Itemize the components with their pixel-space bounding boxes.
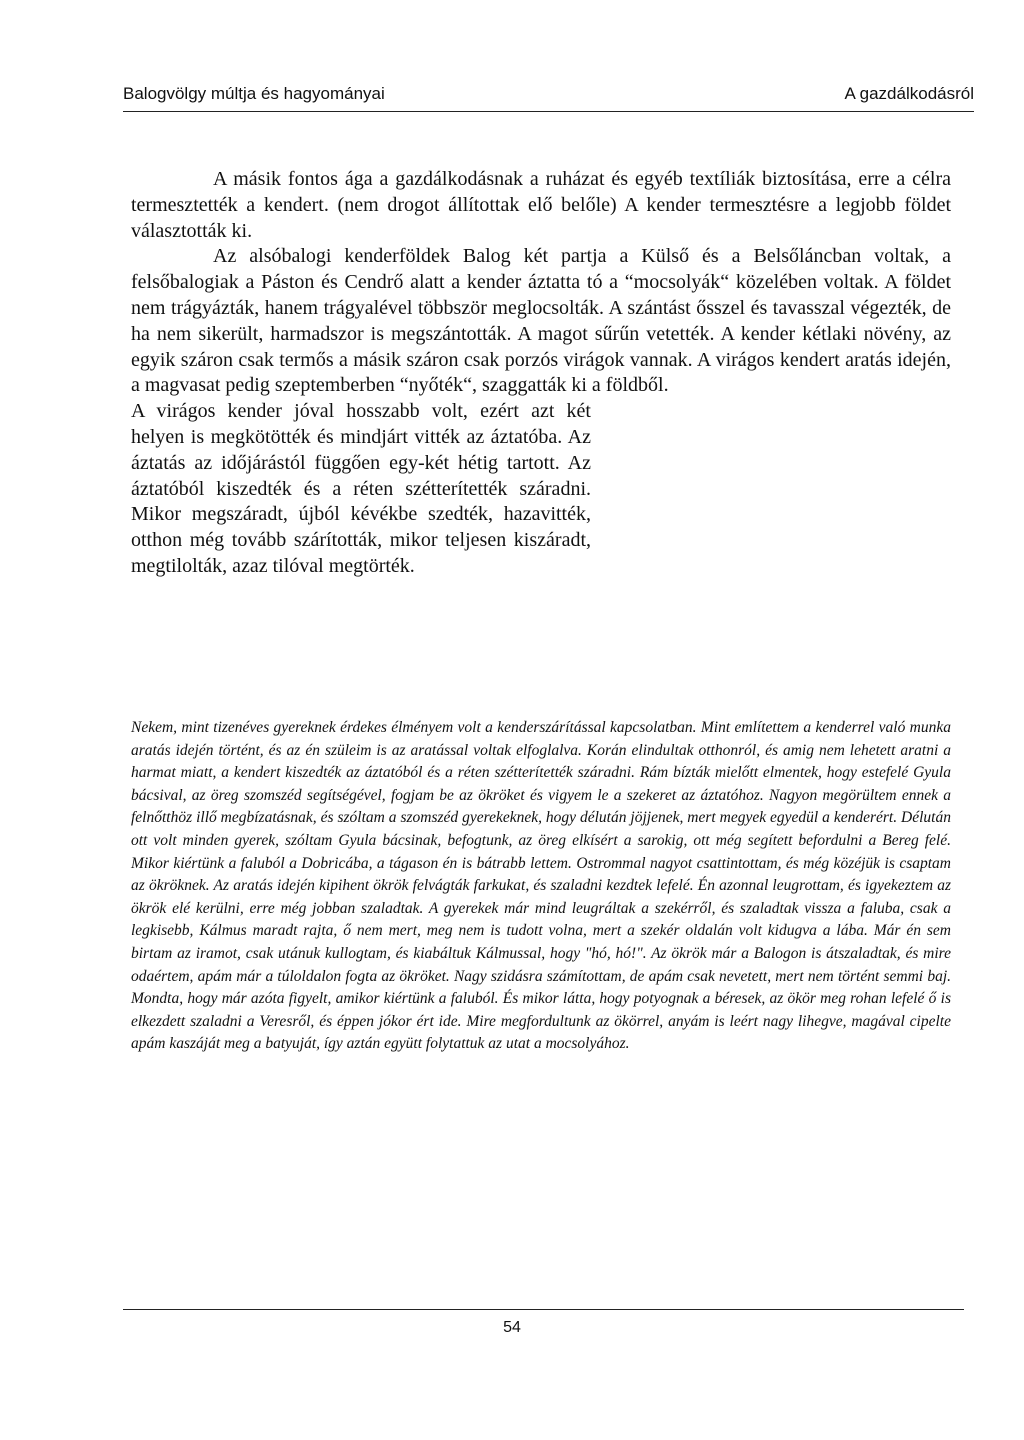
header-divider (123, 111, 974, 112)
running-header (123, 84, 974, 104)
memoir-text (131, 717, 951, 1056)
footer-divider (123, 1309, 964, 1310)
main-text (131, 167, 951, 580)
paragraph-hemp-fields: Az alsóbalogi kenderföldek Balog két partja a Külső és a Belsőláncban voltak, a felsőbalogiak a Páston és Cendrő alatt a kender áztatta tó a “mocsolyák“ közelében voltak. A földet nem trágyázták, hanem trágyalével többször meglocsolták. A szántást ősszel és tavasszal végezték, de ha nem sikerült, harmadszor is megszántották. A magot sűrűn vetették. A kender kétlaki növény, az egyik száron csak termős a másik száron csak porzós virágok vannak. A virágos kendert aratás idején, a magvasat pedig szeptemberben “nyőték“, szaggatták ki a földből. (131, 245, 951, 397)
paragraph-retting: A virágos kender jóval hosszabb volt, ezért azt két helyen is megkötötték és mindjárt vitték az áztatóba. Az áztatás az időjárástól függően egy-két hétig tartott. Az áztatóból kiszedték és a réten szétterítették száradni. Mikor megszáradt, újból kévékbe szedték, hazavitték, otthon még tovább szárították, mikor teljesen kiszáradt, megtilolták, azaz tilóval megtörték. (131, 400, 591, 577)
memoir-paragraph: Nekem, mint tizenéves gyereknek érdekes élményem volt a kenderszárítással kapcsolatban. Mint említettem a kenderrel való munka aratás idején történt, és az én szüleim is az aratással voltak elfoglalva. Korán elindultak otthonról, és amig nem lehetett aratni a harmat miatt, a kendert kiszedték az áztatóból és a réten szétterítették száradni. Rám bízták mielőtt elmentek, hogy estefelé Gyula bácsival, az öreg szomszéd segítségével, fogjam be az ökröket és vigyem le a szekeret az áztatóhoz. Nagyon megörültem ennek a felnőtthöz illő megbízatásnak, és szóltam a szomszéd gyerekeknek, hogy délután jöjjenek, mert megyek egyedül a kenderért. Délután ott volt minden gyerek, szóltam Gyula bácsinak, befogtunk, az öreg elkísért a sarokig, ott még segített befordulni a Bereg felé. Mikor kiértünk a faluból a Dobricába, a tágason én is bátrabb lettem. Ostrommal nagyot csattintottam, és még közéjük is csaptam az ökröknek. Az aratás idején kipihent ökrök felvágták farkukat, és szaladni kezdtek lefelé. Én azonnal leugrottam, és igyekeztem az ökrök elé kerülni, erre még jobban szaladtak. A gyerekek már mind leugráltak a szekérről, és szaladtak vissza a faluba, csak a legkisebb, Kálmus maradt rajta, ő nem mert, meg nem is tudott volna, mert a szekér oldalán volt kidugva a lába. Már én sem birtam az iramot, csak utánuk kullogtam, és kiabáltuk Kálmussal, hogy "hó, hó!". Az ökrök már a Balogon is átszaladtak, és mire odaértem, apám már a túloldalon fogta az ökröket. Nagy szidásra számítottam, de apám csak nevetett, mert nem történt semmi baj. Mondta, hogy már azóta figyelt, amikor kiértünk a faluból. És mikor látta, hogy potyognak a béresek, az ökör meg rohan lefelé ő is elkezdett szaladni a Veresről, és éppen jókor ért ide. Mire megfordultunk az ökörrel, anyám is leért nagy lihegve, magával cipelte apám kaszáját meg a batyuját, így aztán együtt folytattuk az utat a mocsolyához. (131, 719, 951, 1053)
header-chapter-title: A gazdálkodásról (844, 84, 974, 103)
page-number: 54 (503, 1319, 521, 1336)
header-book-title: Balogvölgy múltja és hagyományai (123, 84, 385, 103)
paragraph-hemp-cultivation: A másik fontos ága a gazdálkodásnak a ruházat és egyéb textíliák biztosítása, erre a célra termesztették a kendert. (nem drogot állítottak elő belőle) A kender termesztésre a legjobb földet választották ki. (131, 168, 951, 242)
